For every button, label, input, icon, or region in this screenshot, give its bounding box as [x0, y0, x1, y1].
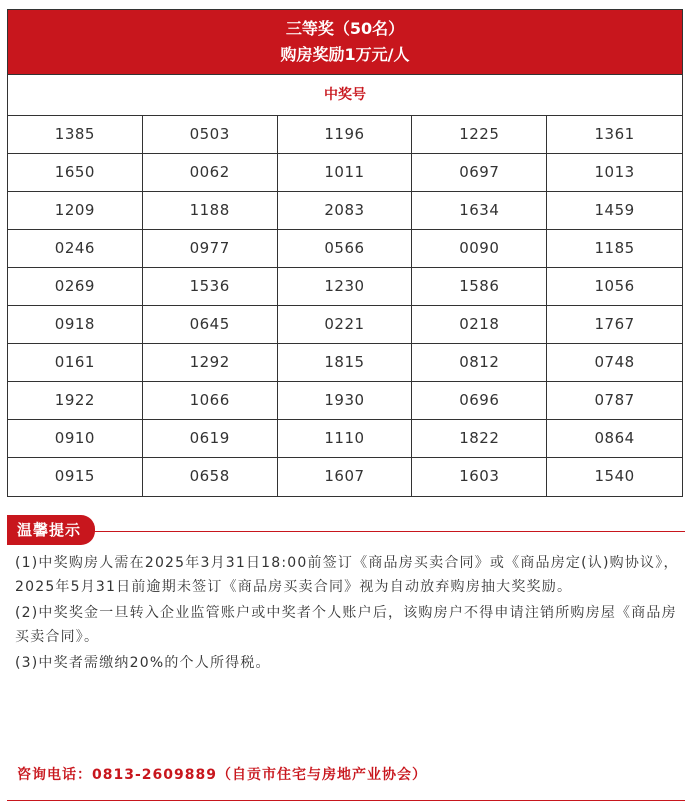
winning-number-cell: 1292	[143, 344, 278, 382]
tips-header	[7, 515, 685, 545]
tip-item: (3)中奖者需缴纳20%的个人所得税。	[15, 655, 271, 671]
winning-number-cell: 1225	[412, 116, 547, 154]
winning-number-cell: 1185	[547, 230, 682, 268]
winning-number-cell: 0161	[8, 344, 143, 382]
winning-number-cell: 1230	[278, 268, 413, 306]
prize-title: 三等奖（50名）	[285, 19, 405, 38]
winning-number-cell: 0812	[412, 344, 547, 382]
winning-number-cell: 1922	[8, 382, 143, 420]
winning-number-cell: 1767	[547, 306, 682, 344]
tips-list	[7, 551, 685, 675]
winning-number-cell: 1815	[278, 344, 413, 382]
winning-number-cell: 0090	[412, 230, 547, 268]
winning-number-cell: 1066	[143, 382, 278, 420]
winning-number-cell: 0977	[143, 230, 278, 268]
bottom-divider	[7, 800, 685, 801]
winning-number-cell: 1013	[547, 154, 682, 192]
winning-number-cell: 0503	[143, 116, 278, 154]
winning-numbers-grid	[8, 116, 682, 496]
winning-number-cell: 1607	[278, 458, 413, 496]
winning-number-cell: 1361	[547, 116, 682, 154]
winning-numbers-header: 中奖号	[8, 75, 682, 116]
winning-number-cell: 0221	[278, 306, 413, 344]
winning-number-cell: 1209	[8, 192, 143, 230]
winning-number-cell: 0619	[143, 420, 278, 458]
winning-number-cell: 1385	[8, 116, 143, 154]
winning-number-cell: 1650	[8, 154, 143, 192]
winning-number-cell: 0246	[8, 230, 143, 268]
winning-number-cell: 0697	[412, 154, 547, 192]
prize-table	[7, 9, 683, 497]
prize-header	[8, 10, 682, 75]
tips-section	[7, 515, 685, 677]
winning-number-cell: 1603	[412, 458, 547, 496]
winning-number-cell: 1459	[547, 192, 682, 230]
winning-number-cell: 1011	[278, 154, 413, 192]
winning-number-cell: 0658	[143, 458, 278, 496]
tips-title: 温馨提示	[7, 515, 95, 545]
winning-number-cell: 1196	[278, 116, 413, 154]
winning-number-cell: 0566	[278, 230, 413, 268]
winning-number-cell: 0645	[143, 306, 278, 344]
winning-number-cell: 0062	[143, 154, 278, 192]
winning-number-cell: 1110	[278, 420, 413, 458]
tip-item: (2)中奖奖金一旦转入企业监管账户或中奖者个人账户后，该购房户不得申请注销所购房屋《商品房买卖合同》。	[15, 605, 677, 645]
contact-info: 咨询电话：0813-2609889（自贡市住宅与房地产业协会）	[17, 767, 427, 783]
winning-number-cell: 0787	[547, 382, 682, 420]
winning-number-cell: 0218	[412, 306, 547, 344]
winning-number-cell: 1536	[143, 268, 278, 306]
prize-reward: 购房奖励1万元/人	[280, 45, 410, 64]
winning-number-cell: 0269	[8, 268, 143, 306]
winning-number-cell: 0864	[547, 420, 682, 458]
winning-number-cell: 1634	[412, 192, 547, 230]
winning-number-cell: 1930	[278, 382, 413, 420]
winning-number-cell: 2083	[278, 192, 413, 230]
winning-number-cell: 0918	[8, 306, 143, 344]
winning-number-cell: 0910	[8, 420, 143, 458]
winning-number-cell: 1822	[412, 420, 547, 458]
winning-number-cell: 0696	[412, 382, 547, 420]
winning-number-cell: 0915	[8, 458, 143, 496]
winning-number-cell: 1188	[143, 192, 278, 230]
winning-number-cell: 1586	[412, 268, 547, 306]
winning-number-cell: 0748	[547, 344, 682, 382]
winning-number-cell: 1056	[547, 268, 682, 306]
tip-item: (1)中奖购房人需在2025年3月31日18:00前签订《商品房买卖合同》或《商品房定(认)购协议》，2025年5月31日前逾期未签订《商品房买卖合同》视为自动放弃购房抽大奖奖励。	[15, 555, 679, 595]
winning-number-cell: 1540	[594, 467, 635, 485]
tips-divider	[7, 531, 685, 532]
